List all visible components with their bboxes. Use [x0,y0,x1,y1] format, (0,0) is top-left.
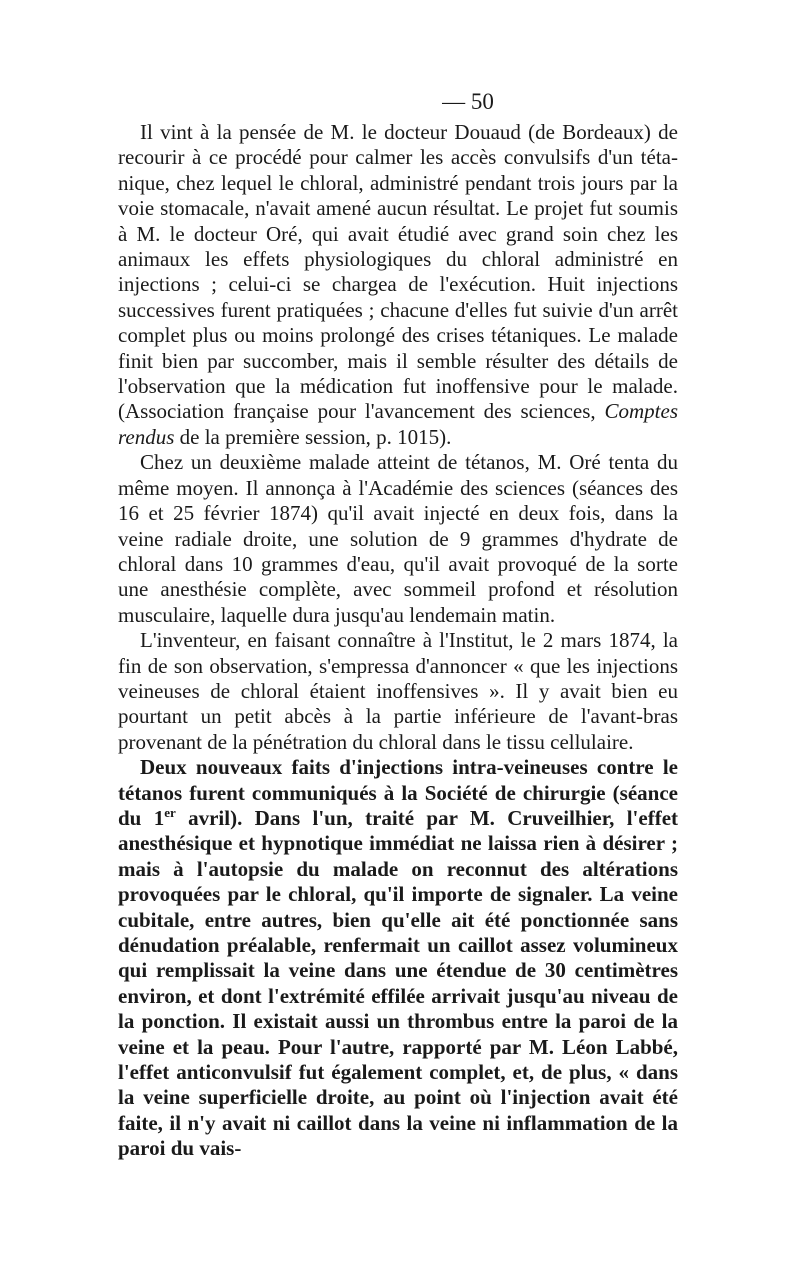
paragraph-text: Deux nouveaux faits d'injections intra-veineuses contre le tétanos furent communiqués à la Société de chirurgie (séance du 1 [118,755,678,830]
italic-title-comptes-rendus: Comptes rendus [118,399,678,449]
paragraph-institut-announcement: L'inventeur, en faisant connaître à l'Institut, le 2 mars 1874, la fin de son observation, s'empressa d'annoncer « que les injections veineuses de chloral étaient inoffensives ». Il y avait bien eu pourtant un petit abcès à la partie inférieure de l'avant-bras provenant de la pénétration du chloral dans le tissu cellulaire. [118,628,678,754]
paragraph-douaud-case [118,120,678,450]
paragraph-text: Il vint à la pensée de M. le docteur Douaud (de Bordeaux) de recourir à ce procédé pour calmer les accès convulsifs d'un tétanique, chez lequel le chloral, administré pendant trois jours par la voie stomacale, n'avait amené aucun résultat. Le projet fut soumis à M. le docteur Oré, qui avait étudié avec grand soin chez les animaux les effets physiologiques du chloral administré en injections ; celui-ci se chargea de l'exécution. Huit injections successives furent pratiquées ; chacune d'elles fut suivie d'un arrêt complet plus ou moins prolongé des crises tétaniques. Le malade finit bien par succomber, mais il semble résulter des détails de l'observation que la médication fut inoffensive pour le malade. (Association française pour l'avancement des sciences, [118,120,678,424]
document-page [118,86,678,1162]
paragraph-societe-chirurgie [118,755,678,1162]
ordinal-superscript: er [164,804,176,820]
page-number: — 50 [442,89,494,114]
paragraph-text: avril). Dans l'un, traité par M. Cruveilhier, l'effet anesthésique et hypnotique immédiat ne laissa rien à désirer ; mais à l'autopsie du malade on reconnut des altérations provoquées par le chloral, qu'il importe de signaler. La veine cubitale, entre autres, bien qu'elle ait été ponctionnée sans dénudation préalable, renfermait un caillot assez volumineux qui remplissait la veine dans une étendue de 30 centimètres environ, et dont l'extrémité effilée arrivait jusqu'au niveau de la ponction. Il existait aussi un thrombus entre la paroi de la veine et la peau. Pour l'autre, rapporté par M. Léon Labbé, l'effet anticonvulsif fut également complet, et, de plus, « dans la veine superficielle droite, au point où l'injection avait été faite, il n'y avait ni caillot dans la veine ni inflammation de la paroi du vais- [118,805,679,1161]
paragraph-text: de la première session, p. 1015). [174,424,452,449]
paragraph-second-patient: Chez un deuxième malade atteint de tétanos, M. Oré tenta du même moyen. Il annonça à l'Académie des sciences (séances des 16 et 25 février 1874) qu'il avait injecté en deux fois, dans la veine radiale droite, une solution de 9 grammes d'hydrate de chloral dans 10 grammes d'eau, qu'il avait provoqué de la sorte une anesthésie complète, avec sommeil profond et résolution musculaire, laquelle dura jusqu'au lendemain matin. [118,450,678,627]
